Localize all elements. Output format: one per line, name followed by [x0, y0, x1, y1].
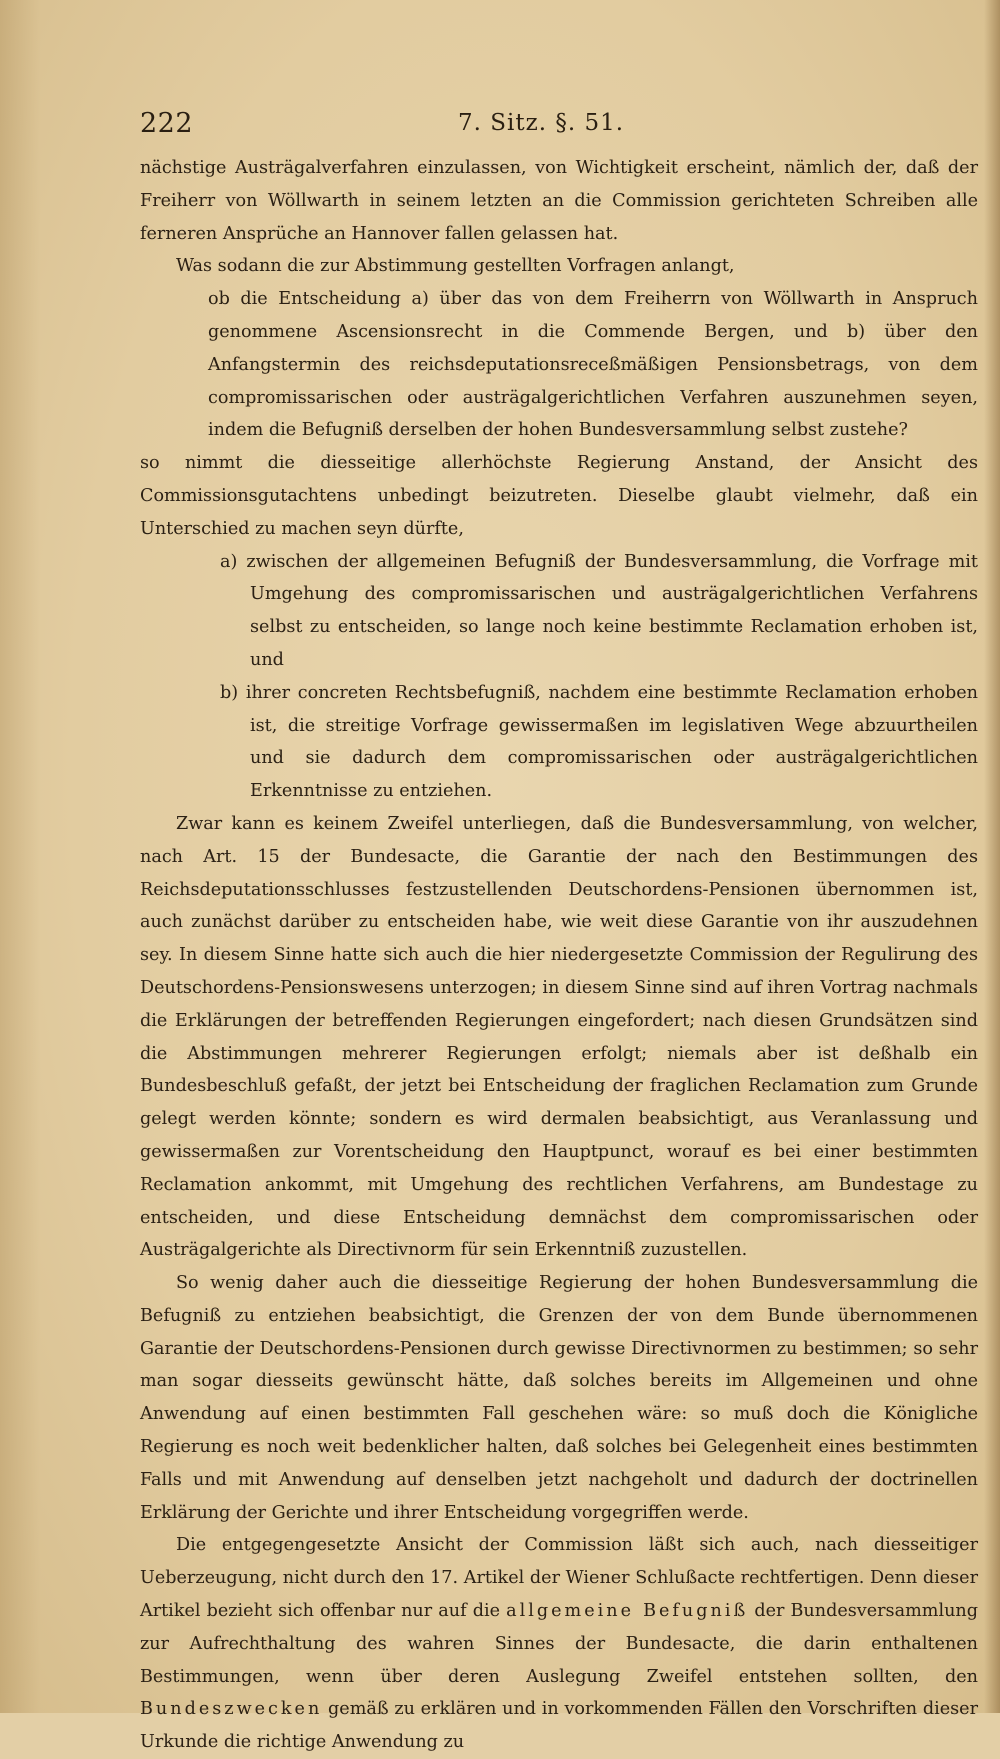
page-number: 222: [140, 108, 194, 139]
emphasis-allgemeine-befugniss: allgemeine Befugniß: [506, 1601, 749, 1622]
paragraph-9: [140, 1529, 978, 1759]
paragraph-9-part-2: der Bundesversammlung zur Aufrechthaltung des wahren Sinnes der Bundesacte, die darin enthaltenen Bestimmungen, wenn über deren Auslegung Zweifel entstehen sollten, den: [140, 1601, 978, 1687]
gutter-shadow: [0, 0, 40, 1713]
paragraph-4: so nimmt die diesseitige allerhöchste Regierung Anstand, der Ansicht des Commissionsgutachtens unbedingt beizutreten. Dieselbe glaubt vielmehr, daß ein Unterschied zu machen seyn dürfte,: [140, 453, 978, 539]
page-edge-shadow: [984, 0, 1000, 1713]
emphasis-bundeszwecken: Bundeszwecken: [140, 1699, 323, 1720]
paragraph-9-part-1: Die entgegengesetzte Ansicht der Commission läßt sich auch, nach diesseitiger Ueberzeugung, nicht durch den 17. Artikel der Wiener Schlußacte rechtfertigen. Denn dieser Artikel bezieht sich offenbar nur auf die: [140, 1535, 978, 1622]
body-text: [140, 152, 978, 1759]
paragraph-8: So wenig daher auch die diesseitige Regierung der hohen Bundesversammlung die Befugniß zu entziehen beabsichtigt, die Grenzen der von dem Bunde übernommenen Garantie der Deutschordens-Pensionen durch gewisse Directivnormen zu bestimmen; so sehr man sogar diesseits gewünscht hätte, daß solches bereits im Allgemeinen und ohne Anwendung auf einen bestimmten Fall geschehen wäre: so muß doch die Königliche Regierung es noch weit bedenklicher halten, daß solches bei Gelegenheit eines bestimmten Falls und mit Anwendung auf denselben jetzt nachgeholt und dadurch der doctrinellen Erklärung der Gerichte und ihrer Entscheidung vorgegriffen werde.: [140, 1273, 978, 1523]
paragraph-question: ob die Entscheidung a) über das von dem Freiherrn von Wöllwarth in Anspruch genommene Ascensionsrecht in die Commende Bergen, und b) über den Anfangstermin des reichsdeputationsreceßmäßigen Pensionsbetrags, von dem compromissarischen oder austrägalgerichtlichen Verfahren auszunehmen seyen, indem die Befugniß derselben der hohen Bundesversammlung selbst zustehe?: [208, 289, 978, 441]
list-item-a: a) zwischen der allgemeinen Befugniß der Bundesversammlung, die Vorfrage mit Umgehung des compromissarischen und austrägalgerichtlichen Verfahrens selbst zu entscheiden, so lange noch keine bestimmte Reclamation erhoben ist, und: [220, 551, 978, 670]
page-header: [140, 108, 930, 144]
paragraph-1: nächstige Austrägalverfahren einzulassen, von Wichtigkeit erscheint, nämlich der, daß der Freiherr von Wöllwarth in seinem letzten an die Commission gerichteten Schreiben alle ferneren Ansprüche an Hannover fallen gelassen hat.: [140, 158, 978, 244]
running-head: 7. Sitz. §. 51.: [458, 110, 625, 136]
paragraph-7: Zwar kann es keinem Zweifel unterliegen, daß die Bundesversammlung, von welcher, nach Art. 15 der Bundesacte, die Garantie der nach den Bestimmungen des Reichsdeputationsschlusses festzustellenden Deutschordens-Pensionen übernommen ist, auch zunächst darüber zu entscheiden habe, wie weit diese Garantie von ihr auszudehnen sey. In diesem Sinne hatte sich auch die hier niedergesetzte Commission der Regulirung des Deutschordens-Pensionswesens unterzogen; in diesem Sinne sind auf ihren Vortrag nachmals die Erklärungen der betreffenden Regierungen eingefordert; nach diesen Grundsätzen sind die Abstimmungen mehrerer Regierungen erfolgt; niemals aber ist deßhalb ein Bundesbeschluß gefaßt, der jetzt bei Entscheidung der fraglichen Reclamation zum Grunde gelegt werden könnte; sondern es wird dermalen beabsichtigt, aus Veranlassung und gewissermaßen zur Vorentscheidung den Hauptpunct, worauf es bei einer bestimmten Reclamation ankommt, mit Umgehung des rechtlichen Verfahrens, am Bundestage zu entscheiden, und diese Entscheidung demnächst dem compromissarischen oder Austrägalgerichte als Directivnorm für sein Erkenntniß zuzustellen.: [140, 813, 978, 1261]
paragraph-2: Was sodann die zur Abstimmung gestellten Vorfragen anlangt,: [176, 256, 735, 277]
list-item-b: b) ihrer concreten Rechtsbefugniß, nachdem eine bestimmte Reclamation erhoben ist, die streitige Vorfrage gewissermaßen im legislativen Wege abzuurtheilen und sie dadurch dem compromissarischen oder austrägalgerichtlichen Erkenntnisse zu entziehen.: [220, 682, 978, 802]
paragraph-9-part-3: gemäß zu erklären und in vorkommenden Fällen den Vorschriften dieser Urkunde die richtige Anwendung zu: [140, 1699, 978, 1753]
